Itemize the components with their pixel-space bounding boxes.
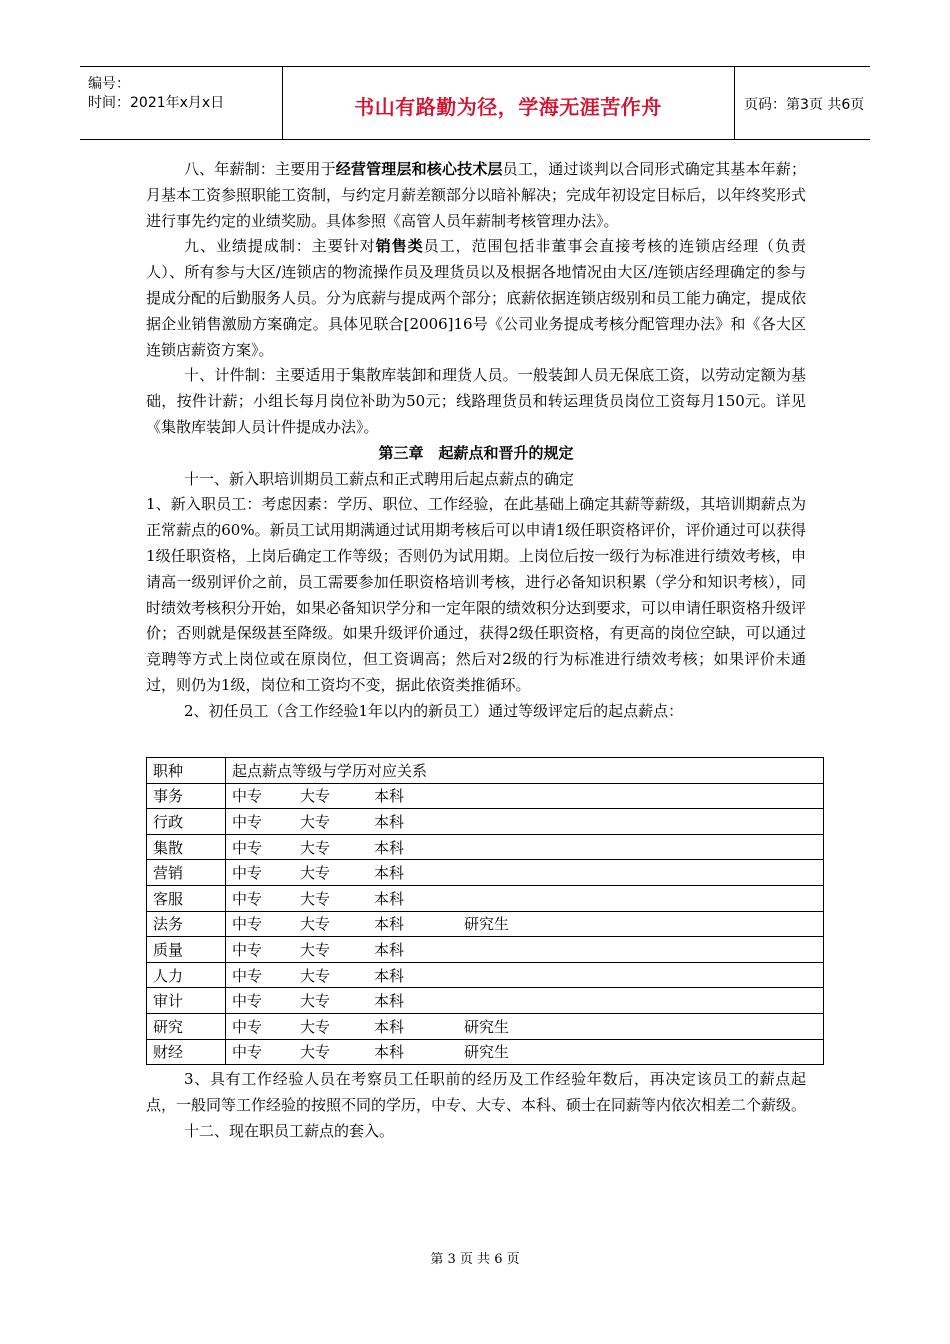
- degree-label: 本科: [374, 966, 405, 985]
- page-header: [80, 66, 870, 140]
- item-2: 2、初任员工（含工作经验1年以内的新员工）通过等级评定后的起点薪点：: [184, 701, 684, 720]
- section-9-suffix: 员工，范围包括非董事会直接考核的连锁店经理（负责人）、所有参与大区/连锁店的物流操作员及理货员以及根据各地情况由大区/连锁店经理确定的参与提成分配的后勤服务人员。分为底薪与提成两个部分；底薪依据连锁店级别和员工能力确定，提成依据企业销售激励方案确定。具体见联合[2006]16号《公司业务提成考核分配管理办法》和《各大区连锁店薪资方案》。: [146, 237, 807, 359]
- degree-label: 大专: [300, 915, 331, 934]
- degree-label: 本科: [374, 1043, 405, 1062]
- table-row: [147, 1039, 824, 1065]
- degree-label: 本科: [374, 889, 405, 908]
- role-cell: 财经: [147, 1039, 226, 1065]
- degree-label: 大专: [300, 838, 331, 857]
- degree-label: 大专: [300, 1043, 331, 1062]
- section-12: 十二、现在职员工薪点的套入。: [184, 1121, 395, 1140]
- table-row: [147, 962, 824, 988]
- page-info: 页码：第3页 共6页: [744, 97, 865, 113]
- table-row: [147, 911, 824, 937]
- section-9-bold: 销售类: [375, 237, 424, 256]
- degree-label: 大专: [300, 787, 331, 806]
- degrees-cell: [226, 885, 824, 911]
- section-8: [146, 157, 806, 234]
- table-row: [147, 783, 824, 809]
- table-header-cell: 起点薪点等级与学历对应关系: [226, 758, 824, 784]
- degree-label: 大专: [300, 1017, 331, 1036]
- degrees-cell: [226, 962, 824, 988]
- section-9-prefix: 九、业绩提成制：主要针对: [184, 237, 376, 256]
- degrees-cell: [226, 1013, 824, 1039]
- degree-label: 本科: [374, 915, 405, 934]
- degree-label: 本科: [374, 1017, 405, 1036]
- degree-label: 研究生: [464, 1043, 510, 1062]
- table-header-row: [147, 758, 824, 784]
- time-label: 时间：2021年x月x日: [88, 95, 225, 111]
- body-upper: [146, 157, 806, 725]
- table-header-cell: 职种: [147, 758, 226, 784]
- table-row: [147, 1013, 824, 1039]
- header-meta-cell: [80, 67, 283, 139]
- table-row: [147, 860, 824, 886]
- degree-label: 中专: [232, 915, 263, 934]
- degree-label: 本科: [374, 787, 405, 806]
- role-cell: 营销: [147, 860, 226, 886]
- role-cell: 事务: [147, 783, 226, 809]
- role-cell: 质量: [147, 937, 226, 963]
- section-9: [146, 234, 806, 363]
- role-cell: 集散: [147, 834, 226, 860]
- degree-label: 本科: [374, 864, 405, 883]
- degrees-cell: [226, 860, 824, 886]
- role-cell: 法务: [147, 911, 226, 937]
- degree-label: 本科: [374, 838, 405, 857]
- motto: 书山有路勤为径，学海无涯苦作舟: [354, 95, 662, 119]
- degrees-cell: [226, 834, 824, 860]
- role-cell: 人力: [147, 962, 226, 988]
- degree-label: 本科: [374, 992, 405, 1011]
- degree-label: 研究生: [464, 915, 510, 934]
- section-11-title: 十一、新入职培训期员工薪点和正式聘用后起点薪点的确定: [184, 469, 575, 488]
- degrees-cell: [226, 988, 824, 1014]
- degree-label: 中专: [232, 838, 263, 857]
- degree-label: 本科: [374, 940, 405, 959]
- degree-label: 中专: [232, 992, 263, 1011]
- section-8-prefix: 八、年薪制：主要用于: [184, 160, 336, 178]
- degree-label: 大专: [300, 889, 331, 908]
- salary-table: [146, 757, 824, 1065]
- degree-label: 中专: [232, 812, 263, 831]
- degree-label: 中专: [232, 1017, 263, 1036]
- table-row: [147, 809, 824, 835]
- header-motto-cell: [282, 67, 735, 139]
- role-cell: 客服: [147, 885, 226, 911]
- role-cell: 审计: [147, 988, 226, 1014]
- degree-label: 中专: [232, 1043, 263, 1062]
- degree-label: 大专: [300, 992, 331, 1011]
- table-row: [147, 937, 824, 963]
- degree-label: 大专: [300, 966, 331, 985]
- section-10: 十、计件制：主要适用于集散库装卸和理货人员。一般装卸人员无保底工资，以劳动定额为基础，按件计薪；小组长每月岗位补助为50元；线路理货员和转运理货员岗位工资每月150元。详见《集散库装卸人员计件提成办法》。: [146, 366, 806, 436]
- item-1: 1、新入职员工：考虑因素：学历、职位、工作经验，在此基础上确定其薪等薪级，其培训期薪点为正常薪点的60%。新员工试用期满通过试用期考核后可以申请1级任职资格评价，评价通过可以获得1级任职资格，上岗后确定工作等级；否则仍为试用期。上岗位后按一级行为标准进行绩效考核，申请高一级别评价之前，员工需要参加任职资格培训考核，进行必备知识积累（学分和知识考核），同时绩效考核积分开始，如果必备知识学分和一定年限的绩效积分达到要求，可以申请任职资格升级评价；否则就是保级甚至降级。如果升级评价通过，获得2级任职资格，有更高的岗位空缺，可以通过竞聘等方式上岗位或在原岗位，但工资调高；然后对2级的行为标准进行绩效考核；如果评价未通过，则仍为1级，岗位和工资均不变，据此依资类推循环。: [146, 495, 807, 694]
- number-label: 编号：: [88, 76, 130, 92]
- table-row: [147, 988, 824, 1014]
- degrees-cell: [226, 937, 824, 963]
- degree-label: 大专: [300, 940, 331, 959]
- degree-label: 研究生: [464, 1017, 510, 1036]
- degree-label: 中专: [232, 966, 263, 985]
- chapter-title: 第三章 起薪点和晋升的规定: [378, 443, 574, 462]
- role-cell: 行政: [147, 809, 226, 835]
- degree-label: 大专: [300, 812, 331, 831]
- section-8-suffix: 员工，通过谈判以合同形式确定其基本年薪；月基本工资参照职能工资制，与约定月薪差额部分以暗补解决；完成年初设定目标后，以年终奖形式进行事先约定的业绩奖励。具体参照《高管人员年薪制考核管理办法》。: [146, 160, 807, 230]
- item-3: 3、具有工作经验人员在考察员工任职前的经历及工作经验年数后，再决定该员工的薪点起点，一般同等工作经验的按照不同的学历，中专、大专、本科、硕士在同薪等内依次相差二个薪级。: [146, 1070, 807, 1114]
- table-row: [147, 834, 824, 860]
- role-cell: 研究: [147, 1013, 226, 1039]
- table-row: [147, 885, 824, 911]
- degree-label: 本科: [374, 812, 405, 831]
- degree-label: 中专: [232, 787, 263, 806]
- degree-label: 中专: [232, 940, 263, 959]
- degrees-cell: [226, 809, 824, 835]
- degree-label: 中专: [232, 889, 263, 908]
- page-footer: 第 3 页 共 6 页: [430, 1252, 520, 1267]
- section-8-bold: 经营管理层和核心技术层: [335, 160, 503, 178]
- degree-label: 大专: [300, 864, 331, 883]
- degrees-cell: [226, 911, 824, 937]
- degrees-cell: [226, 1039, 824, 1065]
- degrees-cell: [226, 783, 824, 809]
- body-lower: [146, 1067, 806, 1144]
- header-page-cell: [734, 67, 870, 139]
- degree-label: 中专: [232, 864, 263, 883]
